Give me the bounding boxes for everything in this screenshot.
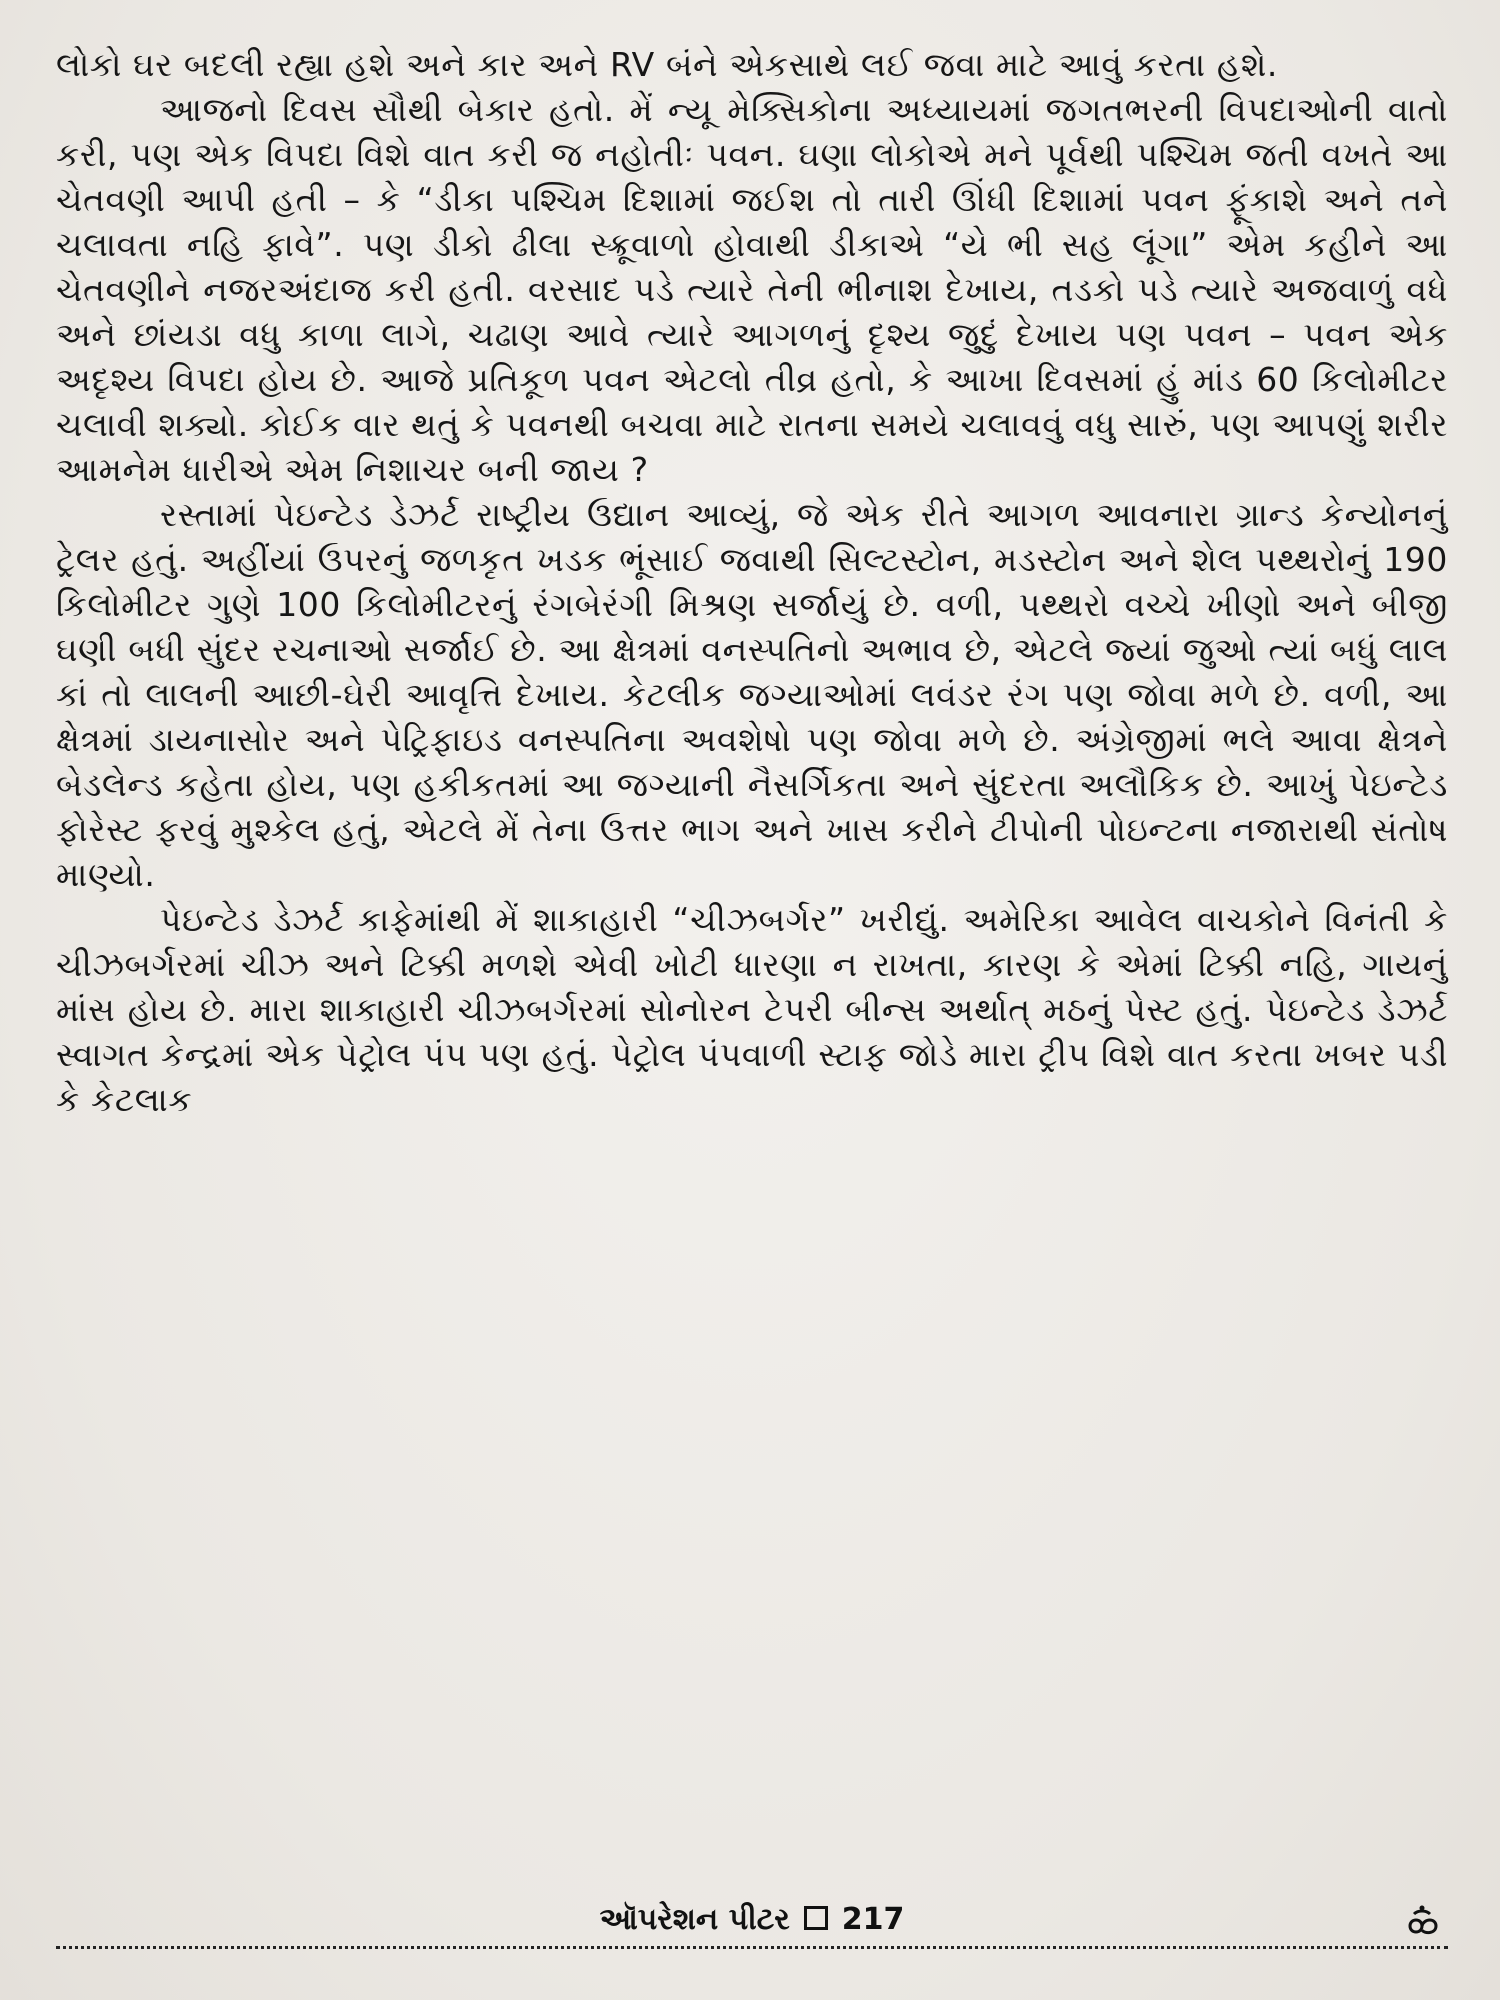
footer-dotted-rule bbox=[56, 1946, 1448, 1949]
paragraph-continuation: લોકો ઘર બદલી રહ્યા હશે અને કાર અને RV બંને એકસાથે લઈ જવા માટે આવું કરતા હશે. bbox=[56, 45, 1279, 84]
page-footer bbox=[56, 1900, 1448, 1950]
paragraph-wind: આજનો દિવસ સૌથી બેકાર હતો. મેં ન્યૂ મેક્સિકોના અધ્યાયમાં જગતભરની વિપદાઓની વાતો કરી, પણ એક વિપદા વિશે વાત કરી જ નહોતીઃ પવન. ઘણા લોકોએ મને પૂર્વથી પશ્ચિમ જતી વખતે આ ચેતવણી આપી હતી – કે “ડીકા પશ્ચિમ દિશામાં જઈશ તો તારી ઊંધી દિશામાં પવન ફૂંકાશે અને તને ચલાવતા નહિ ફાવે”. પણ ડીકો ઢીલા સ્ક્રૂવાળો હોવાથી ડીકાએ “યે ભી સહ લૂંગા” એમ કહીને આ ચેતવણીને નજરઅંદાજ કરી હતી. વરસાદ પડે ત્યારે તેની ભીનાશ દેખાય, તડકો પડે ત્યારે અજવાળું વધે અને છાંયડા વધુ કાળા લાગે, ચઢાણ આવે ત્યારે આગળનું દૃશ્ય જુદું દેખાય પણ પવન – પવન એક અદૃશ્ય વિપદા હોય છે. આજે પ્રતિકૂળ પવન એટલો તીવ્ર હતો, કે આખા દિવસમાં હું માંડ 60 કિલોમીટર ચલાવી શક્યો. કોઈક વાર થતું કે પવનથી બચવા માટે રાતના સમયે ચલાવવું વધુ સારું, પણ આપણું શરીર આમનેમ ધારીએ એમ નિશાચર બની જાય ? bbox=[56, 90, 1448, 489]
body-text bbox=[56, 42, 1448, 1122]
paragraph-cheeseburger: પેઇન્ટેડ ડેઝર્ટ કાફેમાંથી મેં શાકાહારી “ચીઝબર્ગર” ખરીદ્યું. અમેરિકા આવેલ વાચકોને વિનંતી કે ચીઝબર્ગરમાં ચીઝ અને ટિક્કી મળશે એવી ખોટી ધારણા ન રાખતા, કારણ કે એમાં ટિક્કી નહિ, ગાયનું માંસ હોય છે. મારા શાકાહારી ચીઝબર્ગરમાં સોનોરન ટેપરી બીન્સ અર્થાત્ મઠનું પેસ્ટ હતું. પેઇન્ટેડ ડેઝર્ટ સ્વાગત કેન્દ્રમાં એક પેટ્રોલ પંપ પણ હતું. પેટ્રોલ પંપવાળી સ્ટાફ જોડે મારા ટ્રીપ વિશે વાત કરતા ખબર પડી કે કેટલાક bbox=[56, 900, 1448, 1119]
page-number: 217 bbox=[841, 1902, 905, 1937]
footer-running-title bbox=[56, 1900, 1448, 1940]
om-ornament-icon bbox=[1402, 1902, 1442, 1942]
paragraph-painted-desert: રસ્તામાં પેઇન્ટેડ ડેઝર્ટ રાષ્ટ્રીય ઉદ્યાન આવ્યું, જે એક રીતે આગળ આવનારા ગ્રાન્ડ કેન્યોનનું ટ્રેલર હતું. અહીંયાં ઉપરનું જળકૃત ખડક ભૂંસાઈ જવાથી સિલ્ટસ્ટોન, મડસ્ટોન અને શેલ પથ્થરોનું 190 કિલોમીટર ગુણે 100 કિલોમીટરનું રંગબેરંગી મિશ્રણ સર્જાયું છે. વળી, પથ્થરો વચ્ચે ખીણો અને બીજી ઘણી બધી સુંદર રચનાઓ સર્જાઈ છે. આ ક્ષેત્રમાં વનસ્પતિનો અભાવ છે, એટલે જ્યાં જુઓ ત્યાં બધું લાલ કાં તો લાલની આછી-ઘેરી આવૃત્તિ દેખાય. કેટલીક જગ્યાઓમાં લવંડર રંગ પણ જોવા મળે છે. વળી, આ ક્ષેત્રમાં ડાયનાસોર અને પેટ્રિફાઇડ વનસ્પતિના અવશેષો પણ જોવા મળે છે. અંગ્રેજીમાં ભલે આવા ક્ષેત્રને બેડલેન્ડ કહેતા હોય, પણ હકીકતમાં આ જગ્યાની નૈસર્ગિકતા અને સુંદરતા અલૌકિક છે. આખું પેઇન્ટેડ ફોરેસ્ટ ફરવું મુશ્કેલ હતું, એટલે મેં તેના ઉત્તર ભાગ અને ખાસ કરીને ટીપોની પોઇન્ટના નજારાથી સંતોષ માણ્યો. bbox=[56, 495, 1448, 894]
book-title: ઑપરેશન પીટર bbox=[599, 1902, 790, 1937]
square-outline-icon bbox=[804, 1906, 828, 1930]
